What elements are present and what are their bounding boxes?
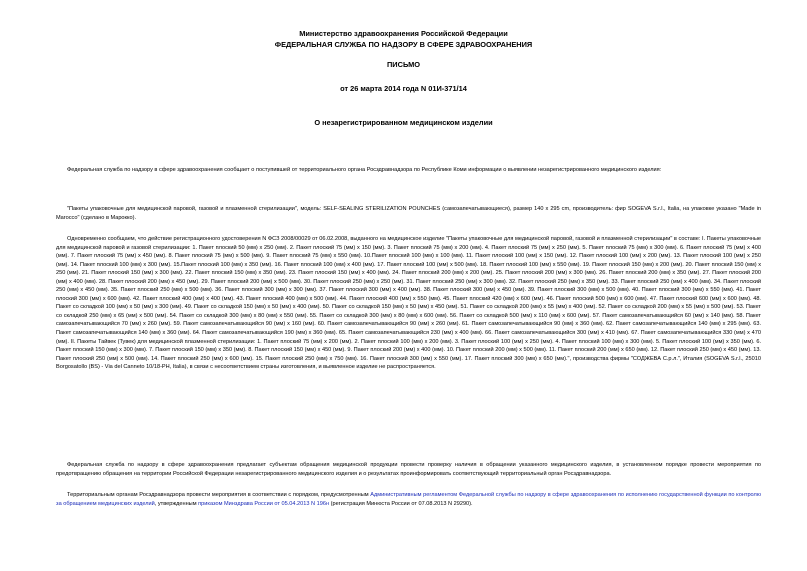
paragraph-intro: Федеральная служба по надзору в сфере здравоохранения сообщает о поступившей от территориального органа Росздравнадзора по Республике Коми информации о выявлении незарегистрированного медицинского изделия:: [67, 167, 662, 173]
document-type: ПИСЬМО: [387, 60, 420, 69]
paragraph-territorial-end: (регистрация Минюста России от 07.08.2013 N 29290).: [329, 500, 473, 507]
regulation-link[interactable]: Административным регламентом Федеральной службы по надзору в сфере здравоохранения по исполнению государственной функции по контролю за обращением медицинских изделий: [56, 492, 762, 507]
document-date-number: от 26 марта 2014 года N 01И-371/14: [340, 84, 467, 93]
ministry-title: Министерство здравоохранения Российской Федерации: [299, 29, 508, 38]
document-subject: О незарегистрированном медицинском изделии: [314, 118, 493, 127]
paragraph-territorial-mid: , утвержденным: [154, 500, 199, 507]
service-title: ФЕДЕРАЛЬНАЯ СЛУЖБА ПО НАДЗОРУ В СФЕРЕ ЗДРАВООХРАНЕНИЯ: [274, 40, 533, 49]
order-link[interactable]: приказом Минздрава России от 05.04.2013 N 196н: [198, 500, 330, 507]
paragraph-registration: Одновременно сообщаем, что действие регистрационного удостоверения N ФСЗ 2008/00029 от 06.02.2008, выданного на медицинское изделие "Пакеты упаковочные для медицинской паровой, газовой и плазменной стерилизации" в составе: I. Пакеты упаковочные для медицинской паровой и газовой стерилизации: 1. Пакет плоский 50 (мм) x 250 (мм). 2. Пакет плоский 75 (мм) x 150 (мм). 3. Пакет плоский 75 (мм) x 200 (мм). 4. Пакет плоский 75 (мм) x 250 (мм). 5. Пакет плоский 75 (мм) x 300 (мм). 6. Пакет плоский 75 (мм) x 400 (мм). 7. Пакет плоский 75 (мм) x 450 (мм). 8. Пакет плоский 75 (мм) x 500 (мм). 9. Пакет плоский 75 (мм) x 550 (мм). 10.Пакет плоский 100 (мм) x 100 (мм). 11. Пакет плоский 100 (мм) x 150 (мм). 12. Пакет плоский 100 (мм) x 200 (мм). 13. Пакет плоский 100 (мм) x 250 (мм). 14. Пакет плоский 100 (мм) x 300 (мм). 15.Пакет плоский 100 (мм) x 350 (мм). 16. Пакет плоский 100 (мм) x 400 (мм). 17. Пакет плоский 100 (мм) x 500 (мм). 18. Пакет плоский 100 (мм) x 550 (мм). 19. Пакет плоский 150 (мм) x 200 (мм). 20. Пакет плоский 150 (мм) x 250 (мм). 21. Пакет плоский 150 (мм) x 300 (мм). 22. Пакет плоский 150 (мм) x 350 (мм). 23. Пакет плоский 150 (мм) x 400 (мм). 24. Пакет плоский 200 (мм) x 200 (мм). 25. Пакет плоский 200 (мм) x 300 (мм). 26. Пакет плоский 200 (мм) x 350 (мм). 27. Пакет плоский 200 (мм) x 400 (мм). 28. Пакет плоский 200 (мм) x 450 (мм). 29. Пакет плоский 200 (мм) x 500 (мм). 30. Пакет плоский 250 (мм) x 250 (мм). 31. Пакет плоский 250 (мм) x 300 (мм). 32. Пакет плоский 250 (мм) x 350 (мм). 33. Пакет плоский 250 (мм) x 400 (мм). 34. Пакет плоский 250 (мм) x 450 (мм). 35. Пакет плоский 250 (мм) x 500 (мм). 36. Пакет плоский 300 (мм) x 300 (мм). 37. Пакет плоский 300 (мм) x 400 (мм). 38. Пакет плоский 300 (мм) x 450 (мм). 39. Пакет плоский 300 (мм) x 500 (мм). 40. Пакет плоский 300 (мм) x 550 (мм). 41. Пакет плоский 300 (мм) x 600 (мм). 42. Пакет плоский 400 (мм) x 400 (мм). 43. Пакет плоский 400 (мм) x 500 (мм). 44. Пакет плоский 400 (мм) x 550 (мм). 45. Пакет плоский 420 (мм) x 600 (мм). 46. Пакет плоский 500 (мм) x 600 (мм). 47. Пакет плоский 600 (мм) x 600 (мм). 48. Пакет со складкой 100 (мм) x 50 (мм) x 300 (мм). 49. Пакет со складкой 150 (мм) x 50 (мм) x 400 (мм). 50. Пакет со складкой 150 (мм) x 50 (мм) x 450 (мм). 51. Пакет со складкой 200 (мм) x 55 (мм) x 400 (мм). 52. Пакет со складкой 200 (мм) x 55 (мм) x 500 (мм). 53. Пакет со складкой 250 (мм) x 65 (мм) x 500 (мм). 54. Пакет со складкой 300 (мм) x 80 (мм) x 550 (мм). 55. Пакет со складкой 300 (мм) x 80 (мм) x 600 (мм). 56. Пакет со складкой 500 (мм) x 110 (мм) x 600 (мм). 57. Пакет самозапечатывающийся 60 (мм) x 140 (мм). 58. Пакет самозапечатывающийся 70 (мм) x 260 (мм). 59. Пакет самозапечатывающийся 90 (мм) x 160 (мм). 60. Пакет самозапечатывающийся 90 (мм) x 260 (мм). 61. Пакет самозапечатывающийся 90 (мм) x 360 (мм). 62. Пакет самозапечатывающийся 140 (мм) x 295 (мм). 63. Пакет самозапечатывающийся 140 (мм) x 360 (мм). 64. Пакет самозапечатывающийся 190 (мм) x 360 (мм). 65. Пакет самозапечатывающийся 230 (мм) x 400 (мм). 66. Пакет самозапечатывающийся 300 (мм) x 410 (мм). 67. Пакет самозапечатывающийся 330 (мм) x 470 (мм). II. Пакеты Тайвек (Тувек) для медицинской плазменной стерилизации: 1. Пакет плоский 75 (мм) x 200 (мм). 2. Пакет плоский 100 (мм) x 200 (мм). 3. Пакет плоский 100 (мм) x 250 (мм). 4. Пакет плоский 100 (мм) x 300 (мм). 5. Пакет плоский 100 (мм) x 350 (мм). 6. Пакет плоский 150 (мм) x 300 (мм). 7. Пакет плоский 150 (мм) x 350 (мм). 8. Пакет плоский 150 (мм) x 450 (мм). 9. Пакет плоский 200 (мм) x 400 (мм). 10. Пакет плоский 200 (мм) x 500 (мм). 11. Пакет плоский 200 (мм) x 650 (мм). 12. Пакет плоский 250 (мм) x 450 (мм). 13. Пакет плоский 250 (мм) x 500 (мм). 14. Пакет плоский 250 (мм) x 600 (мм). 15. Пакет плоский 250 (мм) x 750 (мм). 16. Пакет плоский 300 (мм) x 550 (мм). 17. Пакет плоский 300 (мм) x 650 (мм).", производства фирмы "СОДЖЕВА С.р.л.", Италия (SOGEVA S.r.l., 25010 Borgosatollo (BS) - Via del Canneto 10/18-PH, Italia), в связи с несоответствием страны изготовления, и выявленное изделие не распространяется.: [56, 236, 761, 371]
paragraph-product: "Пакеты упаковочные для медицинской паровой, газовой и плазменной стерилизации", модель: SELF-SEALING STERILIZATION POUNCHES (самозапечатывающиеся), размер 140 x 295 cm, производитель: фир SOGEVA S.r.l., Italia, на упаковке указано "Made in Marocco" (сделано в Марокко).: [56, 206, 761, 221]
paragraph-territorial: [56, 491, 761, 508]
paragraph-proposal: Федеральная служба по надзору в сфере здравоохранения предлагает субъектам обращения медицинской продукции провести проверку наличия в обращении указанного медицинского изделия, в установленном порядке провести мероприятия по предотвращению обращения на территории Российской Федерации незарегистрированного медицинского изделия и о результатах проинформировать соответствующий территориальный орган Росздравнадзора.: [56, 462, 761, 477]
paragraph-territorial-start: Территориальным органам Росздравнадзора провести мероприятия в соответствии с порядком, предусмотренным: [67, 492, 371, 498]
